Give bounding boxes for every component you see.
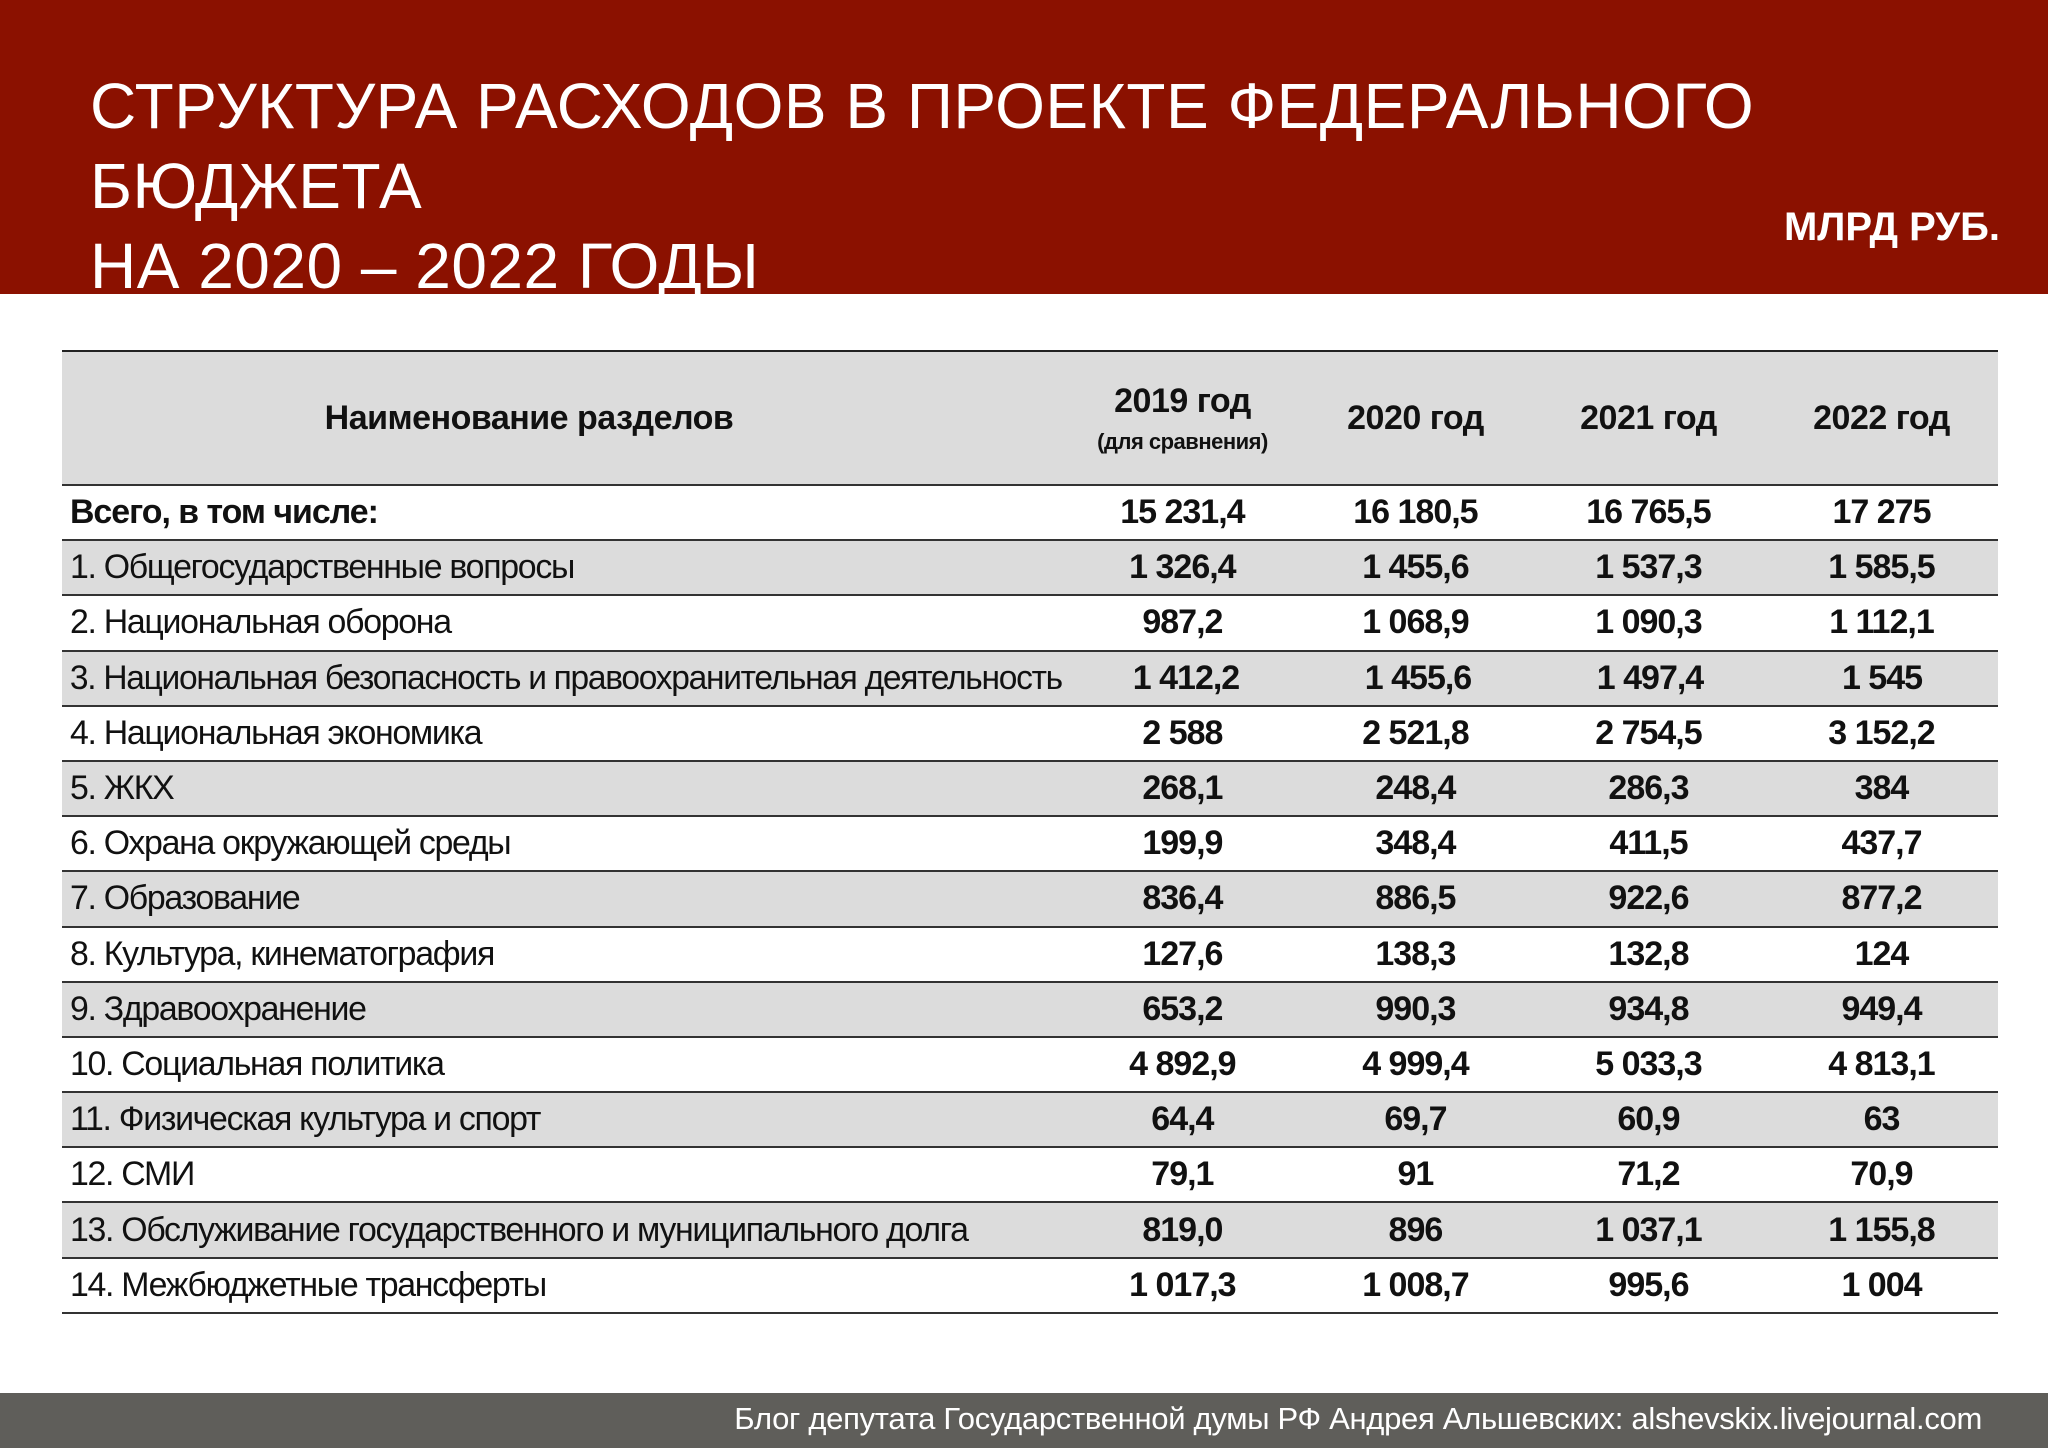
table-row [62,596,1998,651]
table-row [62,1203,1998,1258]
table-row [62,1093,1998,1148]
value-cell: 384 [1854,769,1909,808]
year-label: 2020 год [1347,398,1484,437]
value-cell: 64,4 [1151,1100,1214,1139]
value-cell: 1 004 [1841,1265,1922,1304]
value-cell: 1 326,4 [1129,548,1236,587]
value-cell: 1 585,5 [1828,548,1935,587]
unit-label: МЛРД РУБ. [1783,205,2000,249]
value-cell: 17 275 [1832,493,1931,532]
value-cell: 4 892,9 [1129,1044,1236,1083]
footer-source-text: Блог депутата Государственной думы РФ Андрея Альшевских: alshevskix.livejournal.com [734,1401,1982,1436]
column-header-2020 [1299,399,1532,438]
value-cell: 199,9 [1142,824,1223,863]
value-cell: 1 412,2 [1132,658,1240,697]
year-label: 2019 год [1114,381,1251,420]
value-cell: 1 497,4 [1596,658,1704,697]
value-cell: 60,9 [1617,1100,1680,1139]
table-row [62,1038,1998,1093]
value-cell: 5 033,3 [1595,1044,1702,1083]
value-cell: 1 037,1 [1595,1210,1702,1249]
row-name: 1. Общегосударственные вопросы [69,548,575,587]
table-row [62,983,1998,1038]
header-banner [0,0,2048,302]
table-row [62,872,1998,927]
value-cell: 877,2 [1841,879,1922,918]
value-cell: 934,8 [1608,989,1689,1028]
value-cell: 1 537,3 [1595,548,1702,587]
page-title [90,66,1990,306]
title-line-1: СТРУКТУРА РАСХОДОВ В ПРОЕКТЕ ФЕДЕРАЛЬНОГО БЮДЖЕТА [90,70,1755,222]
row-name: 14. Межбюджетные трансферты [69,1265,546,1304]
row-name: 13. Обслуживание государственного и муниципального долга [69,1210,968,1249]
value-cell: 16 765,5 [1586,493,1711,532]
row-name: 12. СМИ [69,1155,195,1194]
value-cell: 69,7 [1384,1100,1447,1139]
value-cell: 1 017,3 [1129,1265,1236,1304]
table-header-row [62,352,1998,486]
column-header-2022 [1765,399,1998,438]
year-label: 2021 год [1580,398,1717,437]
row-name: 6. Охрана окружающей среды [69,824,511,863]
title-line-2: НА 2020 – 2022 ГОДЫ [90,230,760,302]
value-cell: 127,6 [1142,934,1223,973]
value-cell: 836,4 [1142,879,1223,918]
value-cell: 70,9 [1850,1155,1913,1194]
value-cell: 348,4 [1375,824,1456,863]
table-row-total [62,486,1998,541]
value-cell: 1 455,6 [1362,548,1469,587]
row-name: 7. Образование [69,879,300,918]
footer-bar [0,1393,2048,1448]
value-cell: 1 068,9 [1362,603,1469,642]
value-cell: 2 754,5 [1595,713,1702,752]
value-cell: 1 545 [1841,658,1923,697]
value-cell: 63 [1863,1100,1900,1139]
value-cell: 1 090,3 [1595,603,1702,642]
table-row [62,1148,1998,1203]
row-name: 2. Национальная оборона [69,603,451,642]
value-cell: 16 180,5 [1353,493,1478,532]
value-cell: 71,2 [1617,1155,1680,1194]
table-row [62,928,1998,983]
row-name: 9. Здравоохранение [69,989,366,1028]
table-row [62,707,1998,762]
value-cell: 79,1 [1151,1155,1214,1194]
value-cell: 1 008,7 [1362,1265,1469,1304]
table-row [62,541,1998,596]
value-cell: 653,2 [1142,989,1223,1028]
value-cell: 1 155,8 [1828,1210,1935,1249]
value-cell: 15 231,4 [1120,493,1245,532]
value-cell: 132,8 [1608,934,1689,973]
column-header-2021 [1532,399,1765,438]
value-cell: 995,6 [1608,1265,1689,1304]
row-name: Всего, в том числе: [69,493,378,532]
value-cell: 949,4 [1841,989,1922,1028]
table-row [62,652,1998,707]
value-cell: 268,1 [1142,769,1223,808]
value-cell: 819,0 [1142,1210,1223,1249]
budget-table [62,350,1998,1314]
value-cell: 286,3 [1608,769,1689,808]
value-cell: 4 813,1 [1828,1044,1935,1083]
value-cell: 922,6 [1608,879,1689,918]
value-cell: 990,3 [1375,989,1456,1028]
value-cell: 437,7 [1841,824,1922,863]
row-name: 5. ЖКХ [69,769,174,808]
row-name: 3. Национальная безопасность и правоохранительная деятельность [69,658,1062,697]
year-note: (для сравнения) [1097,428,1268,454]
value-cell: 124 [1854,934,1909,973]
value-cell: 3 152,2 [1828,713,1935,752]
value-cell: 886,5 [1375,879,1456,918]
value-cell: 411,5 [1609,824,1688,863]
value-cell: 2 588 [1142,713,1223,752]
value-cell: 138,3 [1375,934,1456,973]
row-name: 4. Национальная экономика [69,713,482,752]
row-name: 10. Социальная политика [69,1044,444,1083]
value-cell: 987,2 [1142,603,1223,642]
value-cell: 91 [1397,1155,1434,1194]
value-cell: 1 455,6 [1364,658,1472,697]
column-header-2019 [1066,382,1299,455]
value-cell: 248,4 [1375,769,1456,808]
row-name: 11. Физическая культура и спорт [69,1100,541,1139]
column-header-name: Наименование разделов [324,398,734,437]
table-row [62,762,1998,817]
value-cell: 4 999,4 [1362,1044,1469,1083]
value-cell: 1 112,1 [1829,603,1934,642]
table-row [62,1259,1998,1314]
row-name: 8. Культура, кинематография [69,934,494,973]
table-row [62,817,1998,872]
year-label: 2022 год [1813,398,1950,437]
value-cell: 896 [1388,1210,1443,1249]
value-cell: 2 521,8 [1362,713,1469,752]
